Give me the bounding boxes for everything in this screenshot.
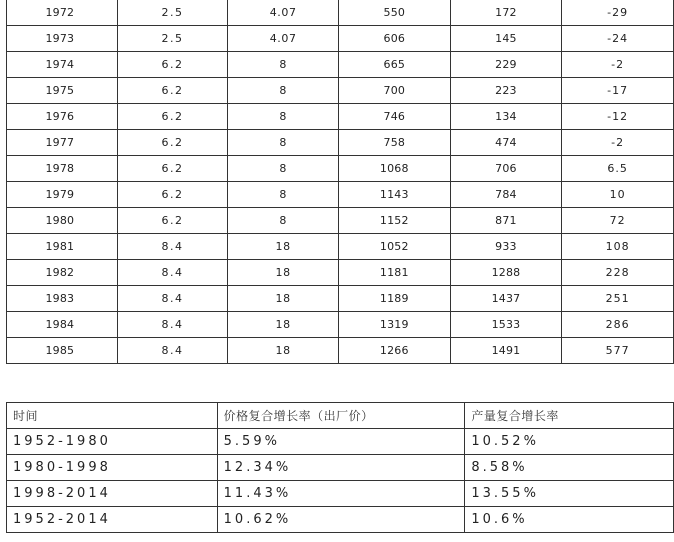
value-col4-cell: 606 xyxy=(338,26,450,52)
value-col4-cell: 1052 xyxy=(338,234,450,260)
year-cell: 1985 xyxy=(7,338,118,364)
value-col5-cell: 172 xyxy=(450,0,562,26)
value-col2-cell: 6.2 xyxy=(117,156,228,182)
value-col5-cell: 1491 xyxy=(450,338,562,364)
data-table-row xyxy=(7,52,674,78)
data-table-row xyxy=(7,338,674,364)
value-col4-cell: 1319 xyxy=(338,312,450,338)
year-cell: 1984 xyxy=(7,312,118,338)
value-col2-cell: 6.2 xyxy=(117,52,228,78)
data-table-row xyxy=(7,130,674,156)
data-table-row xyxy=(7,0,674,26)
value-col4-cell: 550 xyxy=(338,0,450,26)
data-table-row xyxy=(7,234,674,260)
growth-table-row xyxy=(7,481,674,507)
value-col3-cell: 4.07 xyxy=(228,0,339,26)
value-col2-cell: 6.2 xyxy=(117,130,228,156)
year-cell: 1983 xyxy=(7,286,118,312)
value-col6-cell: 251 xyxy=(562,286,674,312)
value-col4-cell: 700 xyxy=(338,78,450,104)
value-col5-cell: 706 xyxy=(450,156,562,182)
value-col4-cell: 758 xyxy=(338,130,450,156)
year-cell: 1982 xyxy=(7,260,118,286)
value-col2-cell: 2.5 xyxy=(117,0,228,26)
growth-rate-table xyxy=(6,402,674,533)
value-col2-cell: 6.2 xyxy=(117,78,228,104)
value-col6-cell: 228 xyxy=(562,260,674,286)
value-col5-cell: 784 xyxy=(450,182,562,208)
value-col3-cell: 8 xyxy=(228,104,339,130)
year-cell: 1978 xyxy=(7,156,118,182)
data-table-row xyxy=(7,78,674,104)
value-col3-cell: 18 xyxy=(228,234,339,260)
value-col6-cell: -12 xyxy=(562,104,674,130)
value-col6-cell: -2 xyxy=(562,130,674,156)
value-col5-cell: 1533 xyxy=(450,312,562,338)
year-cell: 1974 xyxy=(7,52,118,78)
output-growth-cell: 10.6% xyxy=(465,507,674,533)
output-growth-cell: 13.55% xyxy=(465,481,674,507)
year-cell: 1973 xyxy=(7,26,118,52)
value-col3-cell: 8 xyxy=(228,52,339,78)
data-table-row xyxy=(7,156,674,182)
value-col5-cell: 145 xyxy=(450,26,562,52)
header-period: 时间 xyxy=(7,403,218,429)
value-col3-cell: 4.07 xyxy=(228,26,339,52)
value-col2-cell: 8.4 xyxy=(117,260,228,286)
year-cell: 1972 xyxy=(7,0,118,26)
value-col2-cell: 8.4 xyxy=(117,234,228,260)
growth-table-row xyxy=(7,429,674,455)
value-col3-cell: 8 xyxy=(228,130,339,156)
output-growth-cell: 8.58% xyxy=(465,455,674,481)
period-cell: 1998-2014 xyxy=(7,481,218,507)
price-growth-cell: 12.34% xyxy=(217,455,465,481)
value-col5-cell: 1437 xyxy=(450,286,562,312)
period-cell: 1980-1998 xyxy=(7,455,218,481)
data-table-row xyxy=(7,26,674,52)
value-col4-cell: 665 xyxy=(338,52,450,78)
year-cell: 1981 xyxy=(7,234,118,260)
data-table-row xyxy=(7,104,674,130)
value-col2-cell: 6.2 xyxy=(117,208,228,234)
value-col4-cell: 1266 xyxy=(338,338,450,364)
period-cell: 1952-1980 xyxy=(7,429,218,455)
value-col3-cell: 8 xyxy=(228,156,339,182)
growth-table-row xyxy=(7,455,674,481)
year-cell: 1979 xyxy=(7,182,118,208)
value-col6-cell: 577 xyxy=(562,338,674,364)
data-table xyxy=(6,0,674,364)
value-col2-cell: 8.4 xyxy=(117,312,228,338)
year-cell: 1976 xyxy=(7,104,118,130)
value-col3-cell: 8 xyxy=(228,182,339,208)
value-col4-cell: 1143 xyxy=(338,182,450,208)
value-col2-cell: 8.4 xyxy=(117,338,228,364)
value-col4-cell: 746 xyxy=(338,104,450,130)
growth-table-row xyxy=(7,507,674,533)
value-col6-cell: -2 xyxy=(562,52,674,78)
value-col3-cell: 8 xyxy=(228,78,339,104)
data-table-row xyxy=(7,182,674,208)
value-col6-cell: 108 xyxy=(562,234,674,260)
value-col2-cell: 6.2 xyxy=(117,104,228,130)
value-col6-cell: 6.5 xyxy=(562,156,674,182)
value-col4-cell: 1181 xyxy=(338,260,450,286)
value-col5-cell: 134 xyxy=(450,104,562,130)
data-table-body xyxy=(7,0,674,364)
header-output-growth-rate: 产量复合增长率 xyxy=(465,403,674,429)
value-col4-cell: 1152 xyxy=(338,208,450,234)
year-cell: 1980 xyxy=(7,208,118,234)
price-growth-cell: 10.62% xyxy=(217,507,465,533)
value-col5-cell: 223 xyxy=(450,78,562,104)
data-table-row xyxy=(7,286,674,312)
value-col5-cell: 1288 xyxy=(450,260,562,286)
value-col5-cell: 474 xyxy=(450,130,562,156)
value-col6-cell: 10 xyxy=(562,182,674,208)
value-col6-cell: 286 xyxy=(562,312,674,338)
value-col3-cell: 18 xyxy=(228,312,339,338)
data-table-row xyxy=(7,260,674,286)
growth-table-body xyxy=(7,403,674,533)
period-cell: 1952-2014 xyxy=(7,507,218,533)
price-growth-cell: 5.59% xyxy=(217,429,465,455)
value-col3-cell: 18 xyxy=(228,286,339,312)
value-col4-cell: 1189 xyxy=(338,286,450,312)
value-col5-cell: 933 xyxy=(450,234,562,260)
value-col6-cell: 72 xyxy=(562,208,674,234)
value-col3-cell: 8 xyxy=(228,208,339,234)
value-col6-cell: -24 xyxy=(562,26,674,52)
value-col4-cell: 1068 xyxy=(338,156,450,182)
growth-table-header-row xyxy=(7,403,674,429)
value-col3-cell: 18 xyxy=(228,260,339,286)
output-growth-cell: 10.52% xyxy=(465,429,674,455)
data-table-row xyxy=(7,312,674,338)
value-col5-cell: 871 xyxy=(450,208,562,234)
price-growth-cell: 11.43% xyxy=(217,481,465,507)
value-col5-cell: 229 xyxy=(450,52,562,78)
value-col2-cell: 8.4 xyxy=(117,286,228,312)
value-col2-cell: 2.5 xyxy=(117,26,228,52)
value-col2-cell: 6.2 xyxy=(117,182,228,208)
header-price-growth-rate: 价格复合增长率（出厂价） xyxy=(217,403,465,429)
year-cell: 1975 xyxy=(7,78,118,104)
year-cell: 1977 xyxy=(7,130,118,156)
value-col3-cell: 18 xyxy=(228,338,339,364)
value-col6-cell: -17 xyxy=(562,78,674,104)
value-col6-cell: -29 xyxy=(562,0,674,26)
data-table-row xyxy=(7,208,674,234)
